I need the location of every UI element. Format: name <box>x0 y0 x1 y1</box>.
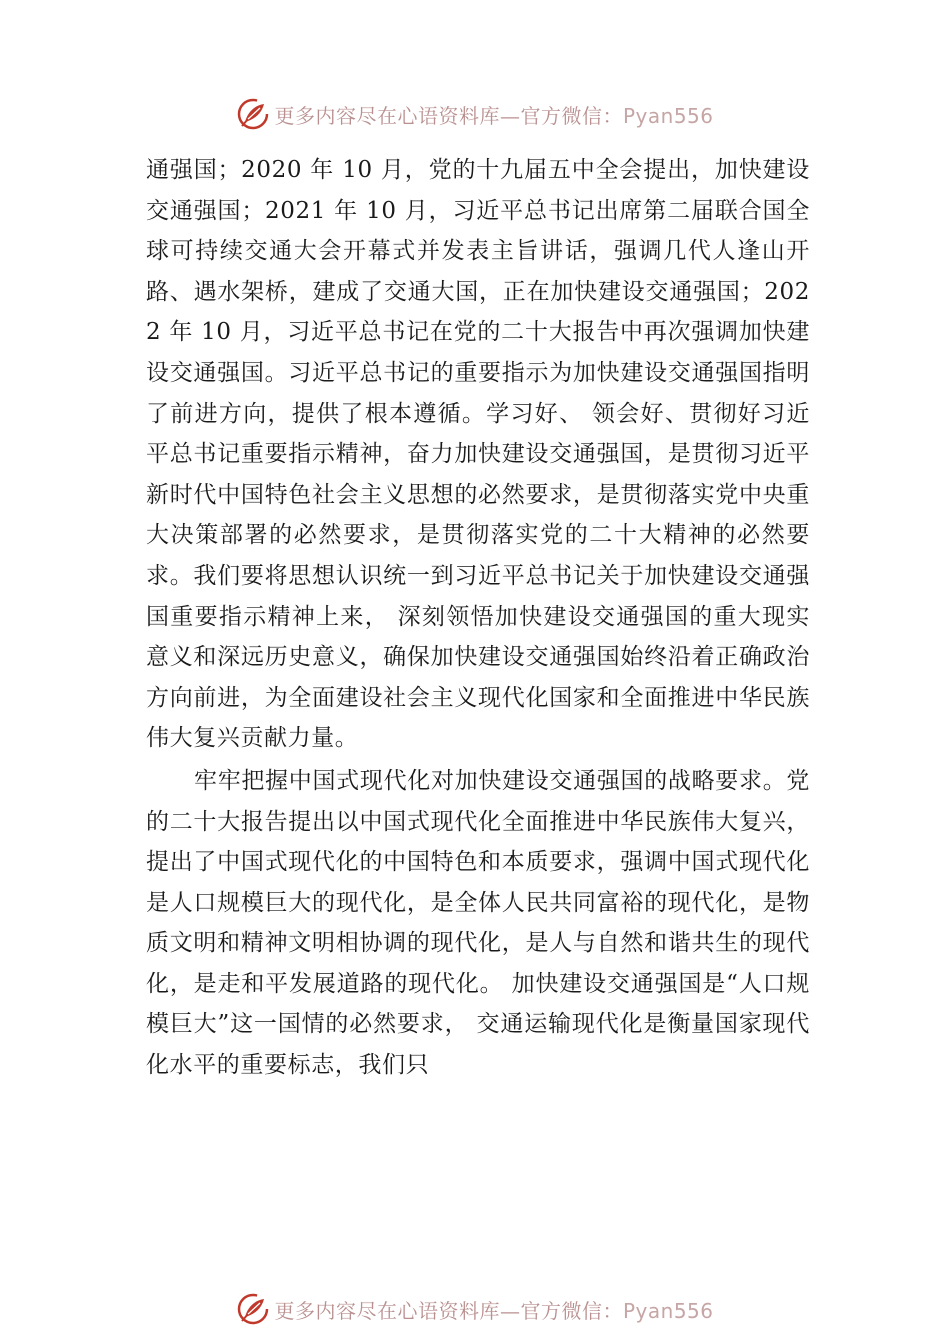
footer-banner-cn: 更多内容尽在心语资料库—官方微信： <box>274 1298 623 1323</box>
header-banner-text <box>274 100 713 129</box>
red-leaf-seal-icon <box>236 97 270 131</box>
header-banner-id: Pyan556 <box>622 103 714 128</box>
paragraph: 通强国；2020 年 10 月，党的十九届五中全会提出，加快建设交通强国；2021 年 10 月，习近平总书记出席第二届联合国全球可持续交通大会开幕式并发表主旨讲话，强调几代人逢山开路、遇水架桥，建成了交通大国，正在加快建设交通强国；2022 年 10 月，习近平总书记在党的二十大报告中再次强调加快建设交通强国。习近平总书记的重要指示为加快建设交通强国指明了前进方向，提供了根本遵循。学习好、 领会好、贯彻好习近平总书记重要指示精神，奋力加快建设交通强国，是贯彻习近平新时代中国特色社会主义思想的必然要求，是贯彻落实党中央重大决策部署的必然要求，是贯彻落实党的二十大精神的必然要求。我们要将思想认识统一到习近平总书记关于加快建设交通强国重要指示精神上来， 深刻领悟加快建设交通强国的重大现实意义和深远历史意义，确保加快建设交通强国始终沿着正确政治方向前进，为全面建设社会主义现代化国家和全面推进中华民族伟大复兴贡献力量。 <box>146 157 810 752</box>
paragraph: 牢牢把握中国式现代化对加快建设交通强国的战略要求。党的二十大报告提出以中国式现代化全面推进中华民族伟大复兴，提出了中国式现代化的中国特色和本质要求，强调中国式现代化是人口规模巨大的现代化，是全体人民共同富裕的现代化，是物质文明和精神文明相协调的现代化，是人与自然和谐共生的现代化，是走和平发展道路的现代化。 加快建设交通强国是“人口规模巨大”这一国情的必然要求， 交通运输现代化是衡量国家现代化水平的重要标志，我们只 <box>146 767 810 1079</box>
footer-banner-id: Pyan556 <box>622 1298 714 1323</box>
header-banner <box>0 94 950 134</box>
document-body <box>146 150 810 1086</box>
footer-banner <box>0 1289 950 1329</box>
footer-banner-text <box>274 1295 713 1324</box>
header-banner-cn: 更多内容尽在心语资料库—官方微信： <box>274 103 623 128</box>
red-leaf-seal-icon <box>236 1292 270 1326</box>
